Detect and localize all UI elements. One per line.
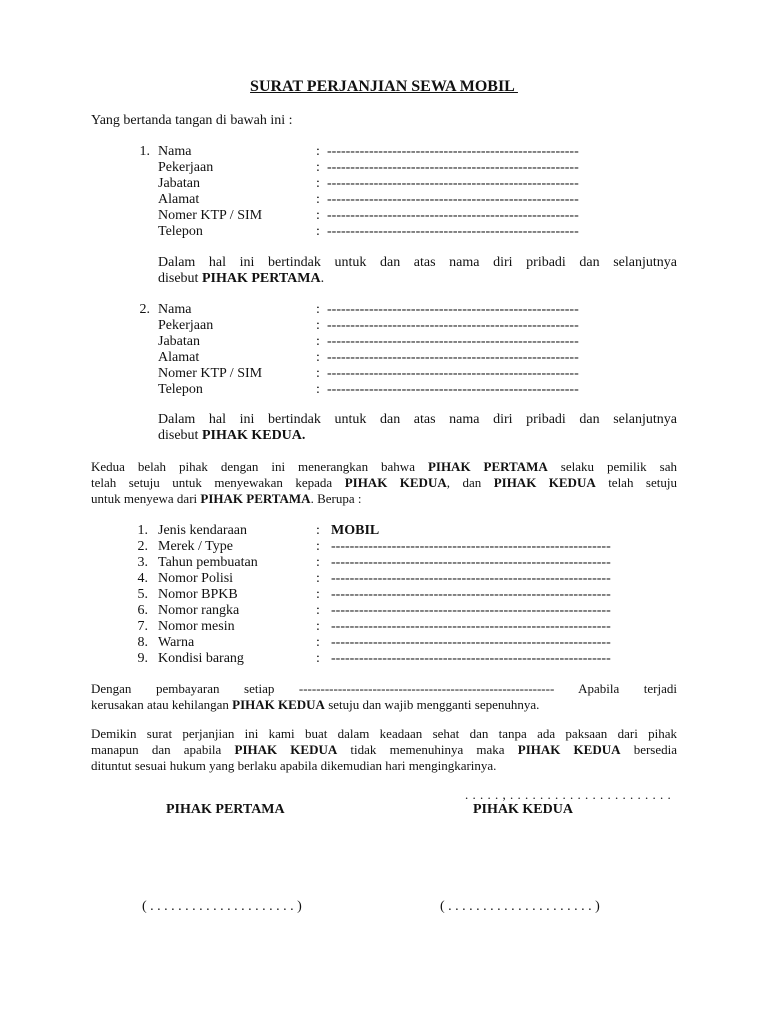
item-label: Jenis kendaraan <box>158 523 248 538</box>
item-colon: : <box>316 619 320 634</box>
item-label: Warna <box>158 635 195 650</box>
statement-line: disebut PIHAK KEDUA. <box>158 428 306 443</box>
statement-line: Dalam hal ini bertindak untuk dan atas nama diri pribadi dan selanjutnya <box>158 412 677 427</box>
party2-statement <box>158 412 677 444</box>
field-colon: : <box>316 366 320 381</box>
item-number: 6. <box>137 603 148 618</box>
payment-paragraph: Dengan pembayaran setiap ----------------------------------------------------------- Apabila terjadi kerusakan atau kehilangan PIHAK KEDUA setuju dan wajib mengganti sepenuhnya. <box>91 681 677 712</box>
item-label: Nomor mesin <box>158 619 235 634</box>
field-blank: ------------------------------------------------------ <box>327 382 579 397</box>
field-label: Pekerjaan <box>158 160 214 175</box>
item-colon: : <box>316 539 320 554</box>
field-label: Telepon <box>158 224 203 239</box>
signature-line-first-party: ( . . . . . . . . . . . . . . . . . . . . . ) <box>142 899 302 914</box>
item-number: 4. <box>137 571 148 586</box>
field-label: Nama <box>158 144 192 159</box>
field-blank: ------------------------------------------------------ <box>327 334 579 349</box>
item-value: MOBIL <box>331 523 380 538</box>
item-colon: : <box>316 555 320 570</box>
party-name-bold: PIHAK KEDUA. <box>201 428 306 443</box>
field-blank: ------------------------------------------------------ <box>327 302 579 317</box>
agreement-paragraph: Kedua belah pihak dengan ini menerangkan bahwa PIHAK PERTAMA selaku pemilik sah telah setuju untuk menyewakan kepada PIHAK KEDUA, dan PIHAK KEDUA telah setuju untuk menyewa dari PIHAK PERTAMA. Berupa : <box>91 459 677 506</box>
field-colon: : <box>316 382 320 397</box>
field-colon: : <box>316 192 320 207</box>
field-colon: : <box>316 176 320 191</box>
field-blank: ------------------------------------------------------ <box>327 224 579 239</box>
closing-paragraph: Demikin surat perjanjian ini kami buat dalam keadaan sehat dan tanpa ada paksaan dari pihak manapun dan apabila PIHAK KEDUA tidak memenuhinya maka PIHAK KEDUA bersedia dituntut sesuai hukum yang berlaku apabila dikemudian hari mengingkarinya. <box>91 726 678 773</box>
item-number: 2. <box>137 539 148 554</box>
field-blank: ------------------------------------------------------ <box>327 318 579 333</box>
statement-line: disebut PIHAK PERTAMA. <box>158 271 325 286</box>
field-label: Jabatan <box>158 176 200 191</box>
field-label: Jabatan <box>158 334 200 349</box>
item-value: ------------------------------------------------------------ <box>331 555 611 570</box>
item-number: 7. <box>137 619 148 634</box>
item-label: Nomor BPKB <box>158 587 238 602</box>
field-blank: ------------------------------------------------------ <box>327 192 579 207</box>
field-colon: : <box>316 160 320 175</box>
item-colon: : <box>316 603 320 618</box>
item-label: Nomor Polisi <box>158 571 234 586</box>
field-label: Nama <box>158 302 192 317</box>
item-label: Tahun pembuatan <box>158 555 258 570</box>
item-value: ------------------------------------------------------------ <box>331 603 611 618</box>
item-colon: : <box>316 587 320 602</box>
signature-line-second-party: ( . . . . . . . . . . . . . . . . . . . . . ) <box>440 899 600 914</box>
document-title: SURAT PERJANJIAN SEWA MOBIL <box>250 78 518 95</box>
field-label: Nomer KTP / SIM <box>158 366 263 381</box>
field-colon: : <box>316 350 320 365</box>
party1-statement <box>158 255 677 287</box>
item-label: Nomor rangka <box>158 603 240 618</box>
item-label: Merek / Type <box>158 539 233 554</box>
field-colon: : <box>316 318 320 333</box>
item-colon: : <box>316 651 320 666</box>
field-blank: ------------------------------------------------------ <box>327 160 579 175</box>
item-value: ------------------------------------------------------------ <box>331 651 611 666</box>
item-number: 8. <box>137 635 148 650</box>
item-value: ------------------------------------------------------------ <box>331 635 611 650</box>
field-label: Alamat <box>158 192 200 207</box>
item-label: Kondisi barang <box>158 651 244 666</box>
item-number: 1. <box>137 523 148 538</box>
field-blank: ------------------------------------------------------ <box>327 144 579 159</box>
field-colon: : <box>316 334 320 349</box>
item-value: ------------------------------------------------------------ <box>331 571 611 586</box>
field-blank: ------------------------------------------------------ <box>327 208 579 223</box>
field-colon: : <box>316 144 320 159</box>
item-value: ------------------------------------------------------------ <box>331 587 611 602</box>
field-colon: : <box>316 208 320 223</box>
item-number: 5. <box>137 587 148 602</box>
field-blank: ------------------------------------------------------ <box>327 176 579 191</box>
field-label: Nomer KTP / SIM <box>158 208 263 223</box>
item-value: ------------------------------------------------------------ <box>331 619 611 634</box>
item-number: 9. <box>137 651 148 666</box>
field-blank: ------------------------------------------------------ <box>327 366 579 381</box>
item-colon: : <box>316 635 320 650</box>
signature-label-first-party: PIHAK PERTAMA <box>166 802 285 817</box>
field-colon: : <box>316 302 320 317</box>
field-label: Telepon <box>158 382 203 397</box>
field-label: Alamat <box>158 350 200 365</box>
item-number: 3. <box>137 555 148 570</box>
item-value: ------------------------------------------------------------ <box>331 539 611 554</box>
signature-label-second-party: PIHAK KEDUA <box>473 802 573 817</box>
party1-number: 1. <box>139 144 150 159</box>
field-label: Pekerjaan <box>158 318 214 333</box>
item-colon: : <box>316 523 320 538</box>
place-date-blank: . . . . . , . . . . . . . . . . . . . . . . . . . . . . <box>465 787 672 802</box>
party-name-bold: PIHAK PERTAMA <box>201 271 321 286</box>
field-colon: : <box>316 224 320 239</box>
field-blank: ------------------------------------------------------ <box>327 350 579 365</box>
intro-text: Yang bertanda tangan di bawah ini : <box>91 113 293 128</box>
item-colon: : <box>316 571 320 586</box>
party2-number: 2. <box>139 302 150 317</box>
statement-line: Dalam hal ini bertindak untuk dan atas nama diri pribadi dan selanjutnya <box>158 255 677 270</box>
